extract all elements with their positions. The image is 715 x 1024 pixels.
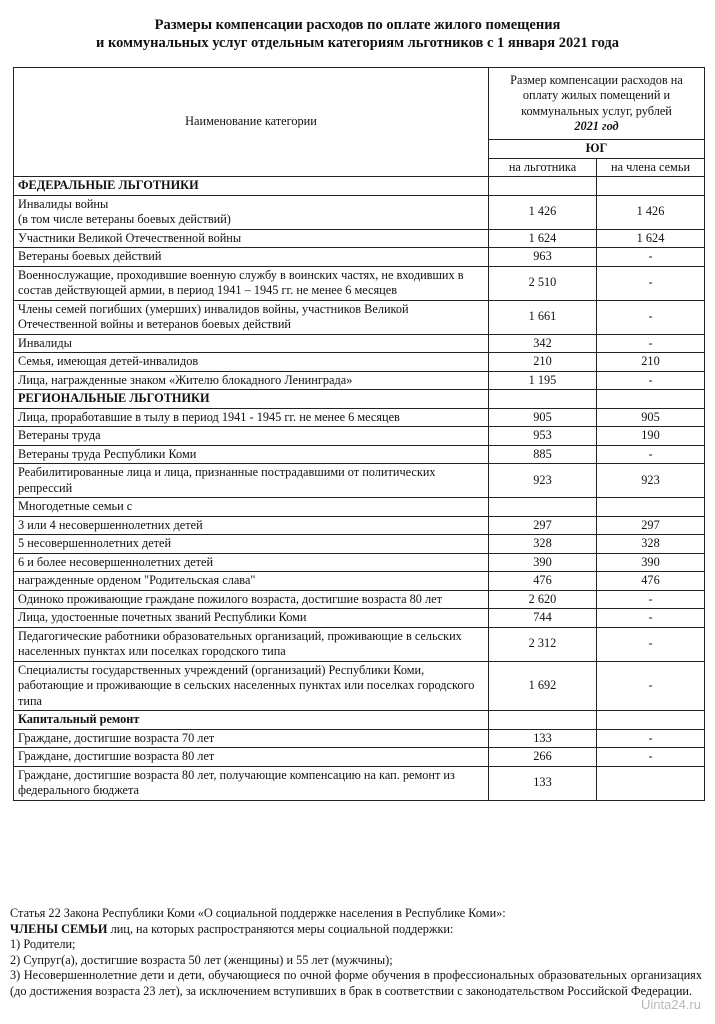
category-name xyxy=(14,661,489,711)
table-row xyxy=(14,334,705,353)
value-per-beneficiary: 2 312 xyxy=(489,627,597,661)
value-per-beneficiary: 266 xyxy=(489,748,597,767)
table-row xyxy=(14,516,705,535)
value-per-beneficiary: 885 xyxy=(489,445,597,464)
value-per-beneficiary xyxy=(489,498,597,517)
category-name xyxy=(14,464,489,498)
category-text: Ветераны труда xyxy=(18,428,101,442)
law-reference: Статья 22 Закона Республики Коми «О социальной поддержке населения в Республике Коми»: xyxy=(10,906,506,920)
title-line-2: и коммунальных услуг отдельным категориям льготников с 1 января 2021 года xyxy=(95,35,620,51)
value-per-beneficiary: 963 xyxy=(489,248,597,267)
table-row xyxy=(14,371,705,390)
header-region: ЮГ xyxy=(489,140,705,159)
table-row xyxy=(14,266,705,300)
category-text: Лица, проработавшие в тылу в период 1941 - 1945 гг. не менее 6 месяцев xyxy=(18,409,400,424)
value-per-beneficiary: 133 xyxy=(489,766,597,800)
header-compensation-size xyxy=(489,68,705,140)
category-text: Ветераны труда Республики Коми xyxy=(18,446,197,461)
value-per-family-member: 190 xyxy=(597,427,705,446)
document-title xyxy=(0,16,715,52)
empty-cell xyxy=(489,177,597,196)
category-name xyxy=(14,748,489,767)
table-row xyxy=(14,464,705,498)
category-text: Инвалиды xyxy=(18,335,72,350)
table-row xyxy=(14,590,705,609)
empty-cell xyxy=(597,711,705,730)
note-item-2: 2) Супруг(а), достигшие возраста 50 лет (женщины) и 55 лет (мужчины); xyxy=(10,952,393,967)
category-subtext: (в том числе ветераны боевых действий) xyxy=(18,212,231,226)
header-per-beneficiary: на льготника xyxy=(489,158,597,177)
section-title: ФЕДЕРАЛЬНЫЕ ЛЬГОТНИКИ xyxy=(14,177,489,196)
empty-cell xyxy=(489,390,597,409)
category-text: Одиноко проживающие граждане пожилого возраста, достигшие возраста 80 лет xyxy=(18,591,442,606)
value-per-beneficiary: 2 620 xyxy=(489,590,597,609)
category-name xyxy=(14,729,489,748)
category-name xyxy=(14,627,489,661)
empty-cell xyxy=(489,711,597,730)
value-per-beneficiary: 1 624 xyxy=(489,229,597,248)
value-per-family-member: 1 624 xyxy=(597,229,705,248)
category-name xyxy=(14,553,489,572)
category-name xyxy=(14,300,489,334)
category-text: 5 несовершеннолетних детей xyxy=(18,536,172,550)
table-section-row xyxy=(14,177,705,196)
table-section-row xyxy=(14,711,705,730)
value-per-beneficiary: 1 692 xyxy=(489,661,597,711)
category-name xyxy=(14,195,489,229)
category-name xyxy=(14,248,489,267)
table-row xyxy=(14,766,705,800)
value-per-family-member: 476 xyxy=(597,572,705,591)
category-name xyxy=(14,408,489,427)
family-members-bold: ЧЛЕНЫ СЕМЬИ xyxy=(10,921,108,936)
value-per-beneficiary: 2 510 xyxy=(489,266,597,300)
category-name xyxy=(14,498,489,517)
family-members-text: лиц, на которых распространяются меры социальной поддержки: xyxy=(107,921,454,936)
category-name xyxy=(14,266,489,300)
table-row xyxy=(14,661,705,711)
value-per-family-member xyxy=(597,498,705,517)
header-category: Наименование категории xyxy=(14,68,489,177)
value-per-family-member: 210 xyxy=(597,353,705,372)
table-row xyxy=(14,535,705,554)
category-text: Граждане, достигшие возраста 80 лет xyxy=(18,749,215,763)
table-row xyxy=(14,627,705,661)
category-text: 6 и более несовершеннолетних детей xyxy=(18,554,214,569)
table-row xyxy=(14,195,705,229)
value-per-family-member: 923 xyxy=(597,464,705,498)
table-row xyxy=(14,553,705,572)
table-row xyxy=(14,748,705,767)
value-per-family-member: - xyxy=(597,627,705,661)
value-per-beneficiary: 297 xyxy=(489,516,597,535)
value-per-beneficiary: 744 xyxy=(489,609,597,628)
table-row xyxy=(14,300,705,334)
value-per-family-member: - xyxy=(597,334,705,353)
category-text: Граждане, достигшие возраста 80 лет, получающие компенсацию на кап. ремонт из федерального бюджета xyxy=(18,767,455,797)
value-per-family-member: - xyxy=(597,300,705,334)
category-text: Педагогические работники образовательных организаций, проживающие в сельских населенных пунктах или поселках городского типа xyxy=(18,628,462,658)
header-year: 2021 год xyxy=(574,119,619,133)
category-text: Специалисты государственных учреждений (организаций) Республики Коми, работающие и проживающие в сельских населенных пунктах или поселках городского типа xyxy=(18,662,475,708)
value-per-family-member: - xyxy=(597,266,705,300)
value-per-family-member: - xyxy=(597,248,705,267)
category-name xyxy=(14,371,489,390)
category-text: награжденные орденом "Родительская слава" xyxy=(18,573,256,587)
table-row xyxy=(14,248,705,267)
category-text: 3 или 4 несовершеннолетних детей xyxy=(18,517,203,532)
category-name xyxy=(14,353,489,372)
value-per-family-member: - xyxy=(597,661,705,711)
value-per-family-member: 328 xyxy=(597,535,705,554)
category-text: Лица, удостоенные почетных званий Республики Коми xyxy=(18,610,307,624)
header-size-text: Размер компенсации расходов на оплату жилых помещений и коммунальных услуг, рублей xyxy=(510,72,683,118)
table-row xyxy=(14,353,705,372)
value-per-beneficiary: 342 xyxy=(489,334,597,353)
empty-cell xyxy=(597,390,705,409)
table-row xyxy=(14,498,705,517)
value-per-family-member: 1 426 xyxy=(597,195,705,229)
title-line-1: Размеры компенсации расходов по оплате жилого помещения xyxy=(154,17,561,33)
table-row xyxy=(14,229,705,248)
category-name xyxy=(14,334,489,353)
table-row xyxy=(14,572,705,591)
table-row xyxy=(14,445,705,464)
value-per-beneficiary: 133 xyxy=(489,729,597,748)
notes-block xyxy=(10,906,702,999)
category-name xyxy=(14,609,489,628)
category-name xyxy=(14,427,489,446)
category-name xyxy=(14,535,489,554)
value-per-beneficiary: 328 xyxy=(489,535,597,554)
category-text: Члены семей погибших (умерших) инвалидов войны, участников Великой Отечественной войны и ветеранов боевых действий xyxy=(18,301,409,331)
category-name xyxy=(14,229,489,248)
table-row xyxy=(14,609,705,628)
value-per-family-member xyxy=(597,766,705,800)
value-per-beneficiary: 1 661 xyxy=(489,300,597,334)
family-members-heading xyxy=(10,922,702,938)
note-item-1: 1) Родители; xyxy=(10,937,76,951)
header-per-family-member: на члена семьи xyxy=(597,158,705,177)
value-per-beneficiary: 905 xyxy=(489,408,597,427)
value-per-beneficiary: 1 426 xyxy=(489,195,597,229)
value-per-beneficiary: 953 xyxy=(489,427,597,446)
category-name xyxy=(14,445,489,464)
category-text: Военнослужащие, проходившие военную службу в воинских частях, не входивших в состав действующей армии, в период 1941 – 1945 гг. не менее 6 месяцев xyxy=(18,267,464,297)
value-per-beneficiary: 210 xyxy=(489,353,597,372)
value-per-family-member: - xyxy=(597,748,705,767)
value-per-beneficiary: 1 195 xyxy=(489,371,597,390)
value-per-family-member: 297 xyxy=(597,516,705,535)
category-text: Лица, награжденные знаком «Жителю блокадного Ленинграда» xyxy=(18,372,353,387)
note-item-3: 3) Несовершеннолетние дети и дети, обучающиеся по очной форме обучения в профессиональных образовательных организациях (до достижения возраста 23 лет), за исключением вступивших в брак в соответствии с законодательством Российской Федерации. xyxy=(10,968,702,998)
category-text: Реабилитированные лица и лица, признанные пострадавшими от политических репрессий xyxy=(18,465,436,495)
value-per-family-member: - xyxy=(597,729,705,748)
category-text: Инвалиды войны xyxy=(18,196,109,211)
table-row xyxy=(14,408,705,427)
category-name xyxy=(14,572,489,591)
value-per-beneficiary: 476 xyxy=(489,572,597,591)
compensation-table xyxy=(13,67,705,801)
value-per-family-member: - xyxy=(597,445,705,464)
category-text: Семья, имеющая детей-инвалидов xyxy=(18,354,199,368)
section-title: Капитальный ремонт xyxy=(14,711,489,730)
category-text: Участники Великой Отечественной войны xyxy=(18,230,242,245)
site-watermark: Uinta24.ru xyxy=(641,997,701,1012)
category-name xyxy=(14,766,489,800)
value-per-beneficiary: 390 xyxy=(489,553,597,572)
table-row xyxy=(14,729,705,748)
table-row xyxy=(14,427,705,446)
category-text: Многодетные семьи с xyxy=(18,499,133,513)
category-text: Ветераны боевых действий xyxy=(18,249,162,263)
category-name xyxy=(14,516,489,535)
empty-cell xyxy=(597,177,705,196)
category-text: Граждане, достигшие возраста 70 лет xyxy=(18,730,215,745)
value-per-beneficiary: 923 xyxy=(489,464,597,498)
table-section-row xyxy=(14,390,705,409)
value-per-family-member: - xyxy=(597,371,705,390)
value-per-family-member: 905 xyxy=(597,408,705,427)
value-per-family-member: - xyxy=(597,609,705,628)
value-per-family-member: - xyxy=(597,590,705,609)
value-per-family-member: 390 xyxy=(597,553,705,572)
section-title: РЕГИОНАЛЬНЫЕ ЛЬГОТНИКИ xyxy=(14,390,489,409)
category-name xyxy=(14,590,489,609)
